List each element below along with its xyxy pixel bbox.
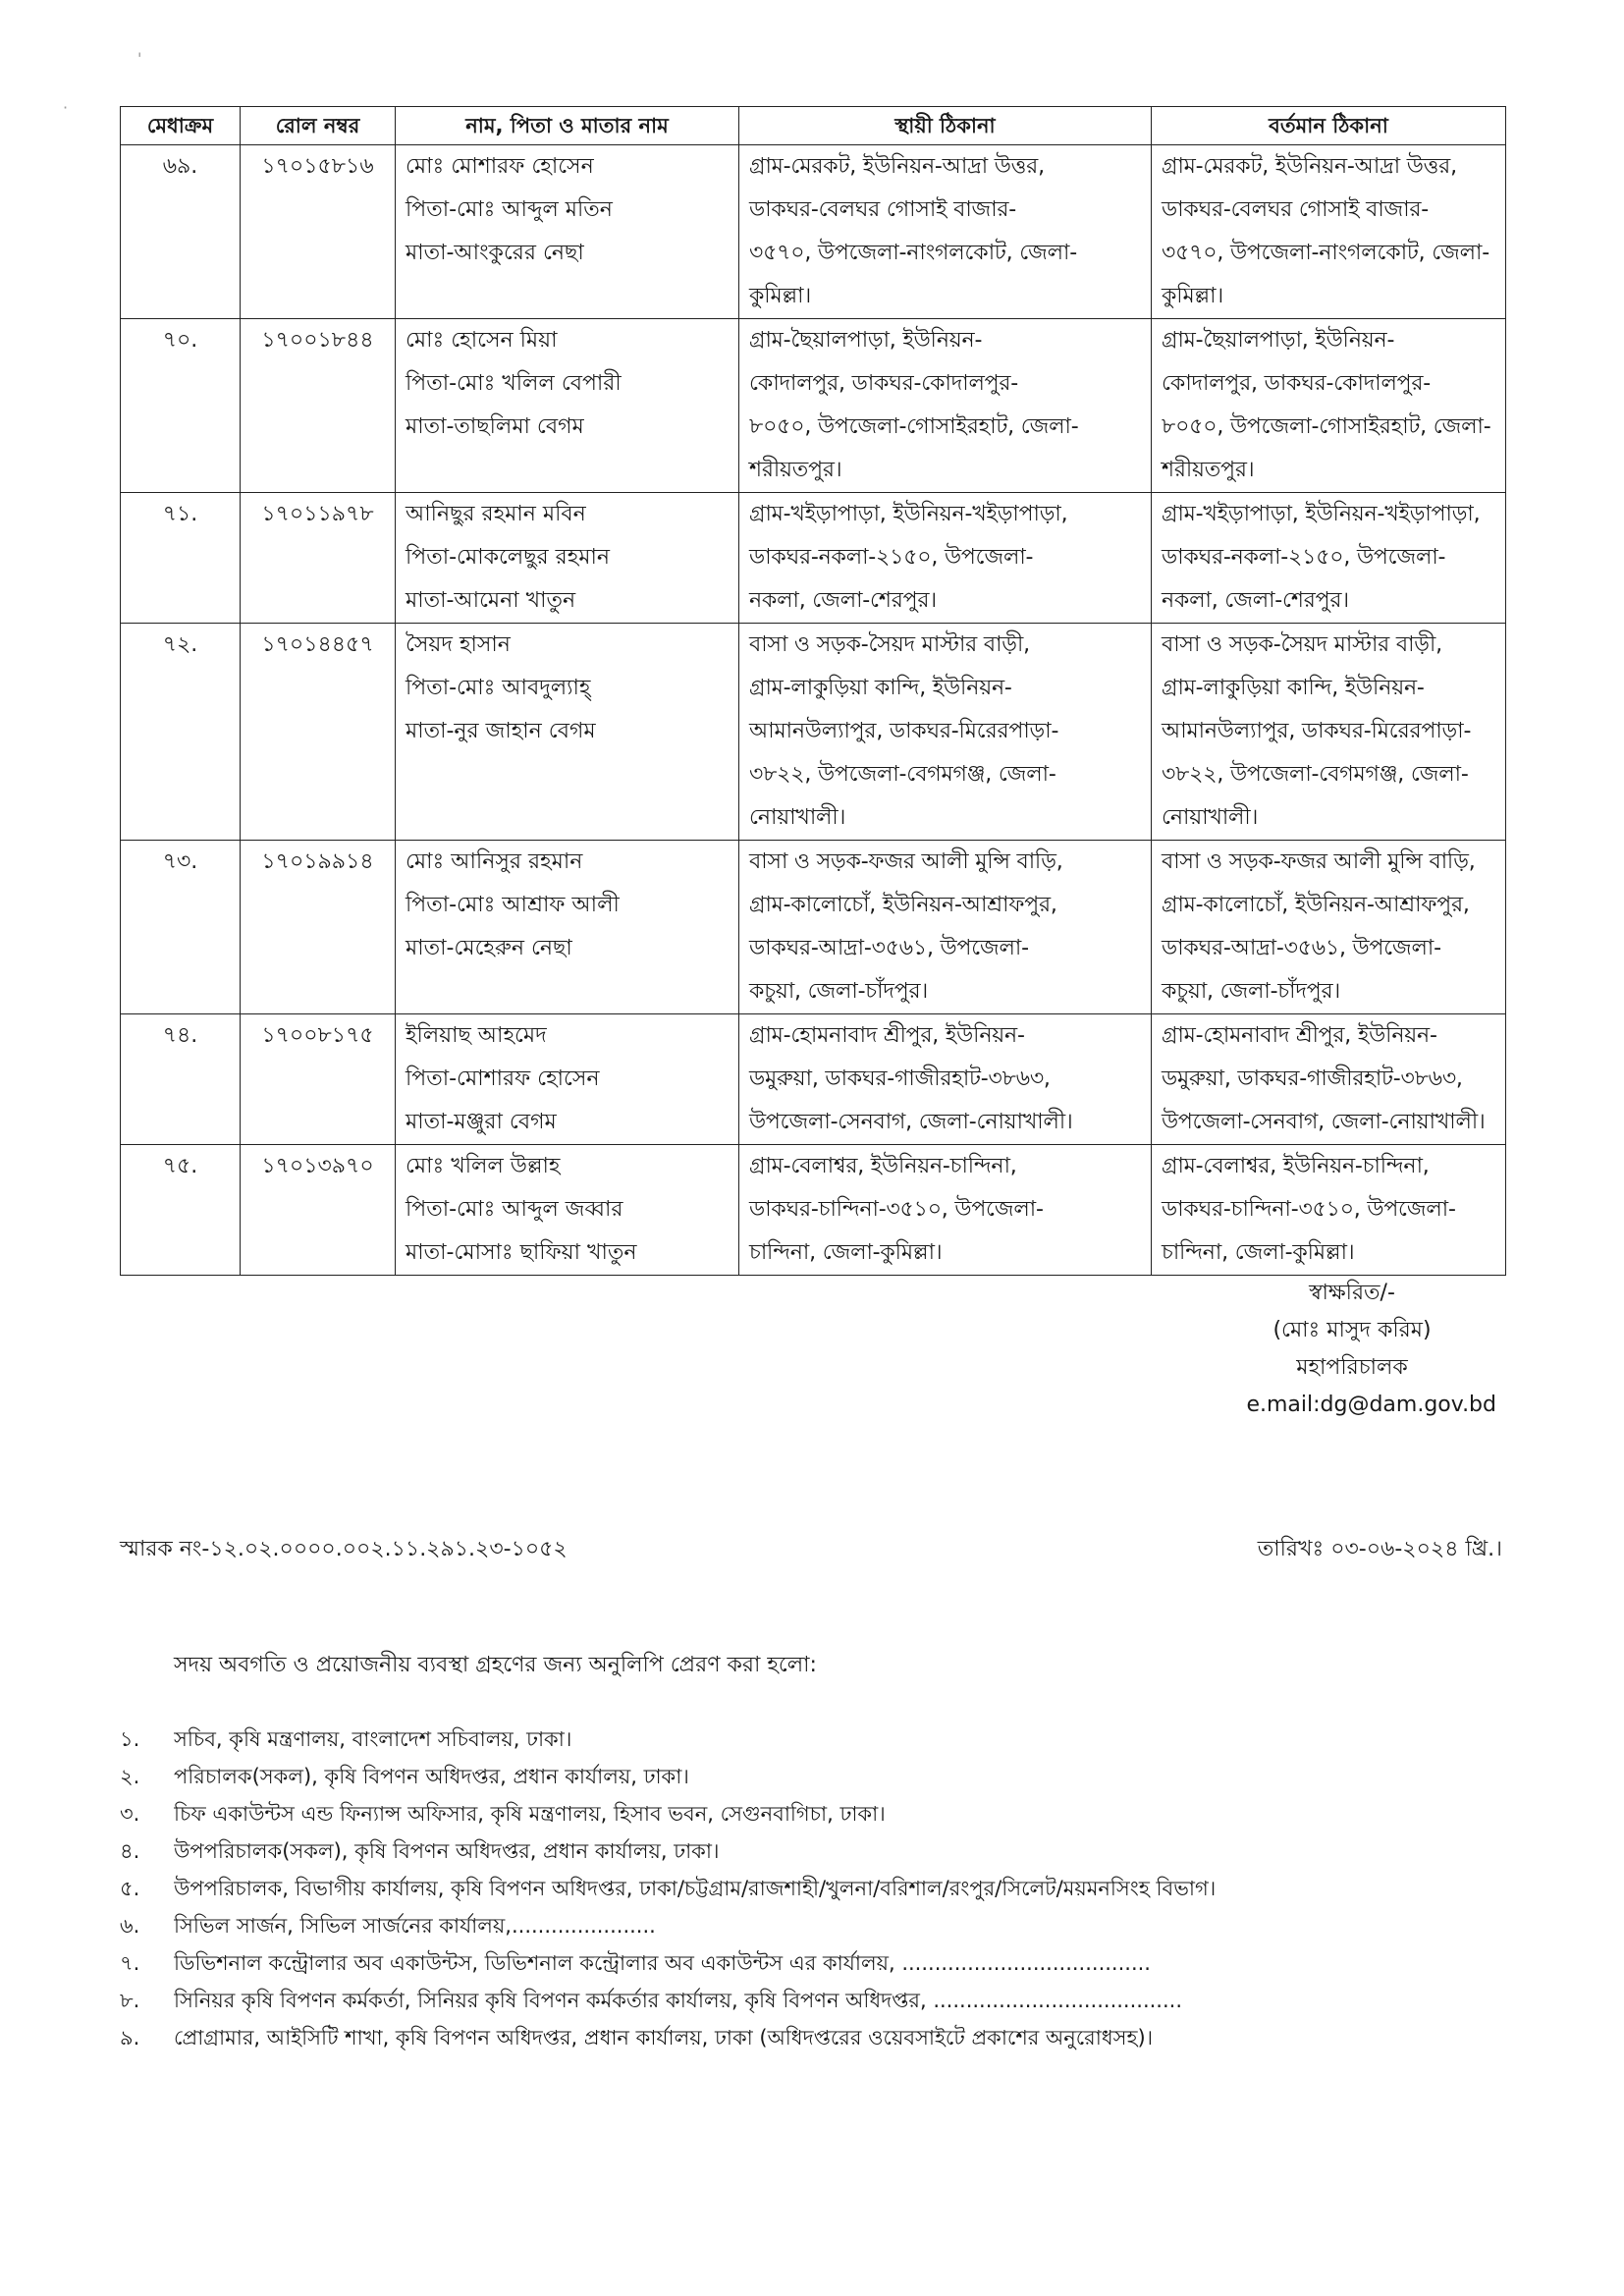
address-line: ৩৫৭০, উপজেলা-নাংগলকোট, জেলা- bbox=[749, 241, 1077, 265]
distribution-intro: সদয় অবগতি ও প্রয়োজনীয় ব্যবস্থা গ্রহণের জন্য অনুলিপি প্রেরণ করা হলো: bbox=[174, 1653, 817, 1677]
name-line: পিতা-মোকলেছুর রহমান bbox=[406, 545, 611, 570]
address-line: গ্রাম-কালোচোঁ, ইউনিয়ন-আশ্রাফপুর, bbox=[749, 893, 1057, 917]
merit-cell bbox=[121, 1145, 241, 1276]
address-line: ডমুরুয়া, ডাকঘর-গাজীরহাট-৩৮৬৩, bbox=[749, 1066, 1051, 1091]
name-cell bbox=[396, 319, 739, 493]
name-line: পিতা-মোঃ আশ্রাফ আলী bbox=[406, 893, 620, 917]
list-item bbox=[120, 1832, 1514, 1870]
list-item-number: ৩. bbox=[120, 1802, 140, 1826]
list-item-text: প্রোগ্রামার, আইসিটি শাখা, কৃষি বিপণন অধিদপ্তর, প্রধান কার্যালয়, ঢাকা (অধিদপ্তরের ওয়েবসাইটে প্রকাশের অনুরোধসহ)। bbox=[174, 2026, 1154, 2050]
address-line: কোদালপুর, ডাকঘর-কোদালপুর- bbox=[749, 371, 1019, 396]
address-line: গ্রাম-খইড়াপাড়া, ইউনিয়ন-খইড়াপাড়া, bbox=[749, 502, 1068, 526]
address-line: ডাকঘর-আদ্রা-৩৫৬১, উপজেলা- bbox=[749, 936, 1029, 960]
roll-cell bbox=[241, 624, 396, 841]
address-line: ডাকঘর-বেলঘর গোসাই বাজার- bbox=[749, 197, 1017, 222]
list-item-number: ৪. bbox=[120, 1839, 140, 1863]
table-body bbox=[121, 145, 1506, 1276]
list-item bbox=[120, 1795, 1514, 1832]
list-item-text: চিফ একাউন্টস এন্ড ফিন্যান্স অফিসার, কৃষি মন্ত্রণালয়, হিসাব ভবন, সেগুনবাগিচা, ঢাকা। bbox=[174, 1802, 886, 1826]
address-line: গ্রাম-হোমনাবাদ শ্রীপুর, ইউনিয়ন- bbox=[749, 1023, 1025, 1048]
table-row bbox=[121, 319, 1506, 493]
name-line: পিতা-মোঃ আব্দুল জব্বার bbox=[406, 1197, 623, 1222]
header-roll: রোল নম্বর bbox=[241, 107, 396, 145]
permanent-address-cell bbox=[739, 1145, 1152, 1276]
merit-value: ৭১. bbox=[162, 502, 198, 526]
address-line: গ্রাম-খইড়াপাড়া, ইউনিয়ন-খইড়াপাড়া, bbox=[1162, 502, 1481, 526]
address-line: ৮০৫০, উপজেলা-গোসাইরহাট, জেলা- bbox=[749, 414, 1079, 439]
roll-cell bbox=[241, 493, 396, 624]
address-line: বাসা ও সড়ক-সৈয়দ মাস্টার বাড়ী, bbox=[749, 632, 1030, 657]
permanent-address-cell bbox=[739, 493, 1152, 624]
name-line: ইলিয়াছ আহমেদ bbox=[406, 1023, 547, 1048]
address-line: বাসা ও সড়ক-ফজর আলী মুন্সি বাড়ি, bbox=[749, 849, 1063, 874]
address-line: বাসা ও সড়ক-সৈয়দ মাস্টার বাড়ী, bbox=[1162, 632, 1442, 657]
present-address-cell bbox=[1152, 1014, 1506, 1145]
name-line: মোঃ খলিল উল্লাহ bbox=[406, 1154, 561, 1178]
name-cell bbox=[396, 145, 739, 319]
list-item-number: ৯. bbox=[120, 2026, 140, 2050]
roll-cell bbox=[241, 1145, 396, 1276]
address-line: ডমুরুয়া, ডাকঘর-গাজীরহাট-৩৮৬৩, bbox=[1162, 1066, 1463, 1091]
name-cell bbox=[396, 493, 739, 624]
name-line: পিতা-মোঃ আবদুল্যাহ্ bbox=[406, 676, 591, 700]
roll-cell bbox=[241, 319, 396, 493]
address-line: ডাকঘর-চান্দিনা-৩৫১০, উপজেলা- bbox=[749, 1197, 1044, 1222]
name-cell bbox=[396, 841, 739, 1014]
address-line: গ্রাম-ছৈয়ালপাড়া, ইউনিয়ন- bbox=[1162, 328, 1395, 353]
list-item-text: উপপরিচালক, বিভাগীয় কার্যালয়, কৃষি বিপণন অধিদপ্তর, ঢাকা/চট্টগ্রাম/রাজশাহী/খুলনা/বরিশাল/রংপুর/সিলেট/ময়মনসিংহ বিভাগ। bbox=[174, 1877, 1217, 1900]
name-line: মোঃ হোসেন মিয়া bbox=[406, 328, 558, 353]
address-line: গ্রাম-হোমনাবাদ শ্রীপুর, ইউনিয়ন- bbox=[1162, 1023, 1437, 1048]
list-item-number: ৭. bbox=[120, 1951, 140, 1975]
roll-value: ১৭০১৪৪৫৭ bbox=[261, 632, 374, 657]
address-line: গ্রাম-কালোচোঁ, ইউনিয়ন-আশ্রাফপুর, bbox=[1162, 893, 1470, 917]
merit-value: ৭০. bbox=[162, 328, 198, 353]
address-line: চান্দিনা, জেলা-কুমিল্লা। bbox=[1162, 1240, 1355, 1265]
merit-cell bbox=[121, 319, 241, 493]
table-row bbox=[121, 1145, 1506, 1276]
name-line: মাতা-মোসাঃ ছাফিয়া খাতুন bbox=[406, 1240, 637, 1265]
list-item-text: ডিভিশনাল কন্ট্রোলার অব একাউন্টস, ডিভিশনাল কন্ট্রোলার অব একাউন্টস এর কার্যালয়, ...................................... bbox=[174, 1951, 1151, 1975]
table-row bbox=[121, 624, 1506, 841]
address-line: গ্রাম-মেরকট, ইউনিয়ন-আদ্রা উত্তর, bbox=[1162, 154, 1457, 179]
permanent-address-cell bbox=[739, 145, 1152, 319]
address-line: নকলা, জেলা-শেরপুর। bbox=[749, 588, 937, 613]
address-line: গ্রাম-বেলাশ্বর, ইউনিয়ন-চান্দিনা, bbox=[749, 1154, 1017, 1178]
merit-cell bbox=[121, 1014, 241, 1145]
list-item-number: ৮. bbox=[120, 1989, 140, 2012]
distribution-list bbox=[120, 1721, 1514, 2056]
name-line: মাতা-আমেনা খাতুন bbox=[406, 588, 576, 613]
address-line: ডাকঘর-বেলঘর গোসাই বাজার- bbox=[1162, 197, 1430, 222]
present-address-cell bbox=[1152, 1145, 1506, 1276]
present-address-cell bbox=[1152, 493, 1506, 624]
scan-speck: ' bbox=[137, 49, 142, 68]
roll-value: ১৭০১৫৮১৬ bbox=[261, 154, 374, 179]
present-address-cell bbox=[1152, 841, 1506, 1014]
list-item bbox=[120, 1721, 1514, 1758]
name-line: পিতা-মোশারফ হোসেন bbox=[406, 1066, 600, 1091]
merit-value: ৭২. bbox=[162, 632, 198, 657]
signatory-email: e.mail:dg@dam.gov.bd bbox=[1246, 1393, 1496, 1417]
merit-cell bbox=[121, 841, 241, 1014]
name-line: সৈয়দ হাসান bbox=[406, 632, 511, 657]
address-line: ডাকঘর-আদ্রা-৩৫৬১, উপজেলা- bbox=[1162, 936, 1441, 960]
address-line: ৩৮২২, উপজেলা-বেগমগঞ্জ, জেলা- bbox=[1162, 762, 1469, 787]
memo-date: তারিখঃ ০৩-০৬-২০২৪ খ্রি.। bbox=[1257, 1537, 1502, 1561]
list-item bbox=[120, 2019, 1514, 2056]
signatory-name: (মোঃ মাসুদ করিম) bbox=[1272, 1318, 1432, 1342]
roll-value: ১৭০১৯৯১৪ bbox=[261, 849, 374, 874]
present-address-cell bbox=[1152, 624, 1506, 841]
name-line: পিতা-মোঃ খলিল বেপারী bbox=[406, 371, 622, 396]
table-row bbox=[121, 493, 1506, 624]
list-item bbox=[120, 1944, 1514, 1982]
address-line: ৩৮২২, উপজেলা-বেগমগঞ্জ, জেলা- bbox=[749, 762, 1056, 787]
address-line: শরীয়তপুর। bbox=[749, 458, 842, 482]
roll-cell bbox=[241, 1014, 396, 1145]
merit-cell bbox=[121, 624, 241, 841]
header-permanent-address: স্থায়ী ঠিকানা bbox=[739, 107, 1152, 145]
address-line: গ্রাম-লাকুড়িয়া কান্দি, ইউনিয়ন- bbox=[749, 676, 1012, 700]
header-merit: মেধাক্রম bbox=[121, 107, 241, 145]
list-item bbox=[120, 1758, 1514, 1795]
address-line: ৩৫৭০, উপজেলা-নাংগলকোট, জেলা- bbox=[1162, 241, 1489, 265]
list-item-text: সিনিয়র কৃষি বিপণন কর্মকর্তা, সিনিয়র কৃষি বিপণন কর্মকর্তার কার্যালয়, কৃষি বিপণন অধিদপ্তর, ...................................... bbox=[174, 1989, 1182, 2012]
header-present-address: বর্তমান ঠিকানা bbox=[1152, 107, 1506, 145]
permanent-address-cell bbox=[739, 1014, 1152, 1145]
table-row bbox=[121, 145, 1506, 319]
address-line: শরীয়তপুর। bbox=[1162, 458, 1255, 482]
list-item-text: পরিচালক(সকল), কৃষি বিপণন অধিদপ্তর, প্রধান কার্যালয়, ঢাকা। bbox=[174, 1765, 689, 1788]
merit-value: ৬৯. bbox=[162, 154, 198, 179]
roll-cell bbox=[241, 145, 396, 319]
list-item-number: ৫. bbox=[120, 1877, 140, 1900]
merit-value: ৭৪. bbox=[162, 1023, 198, 1048]
present-address-cell bbox=[1152, 145, 1506, 319]
list-item-number: ১. bbox=[120, 1727, 140, 1751]
header-name: নাম, পিতা ও মাতার নাম bbox=[396, 107, 739, 145]
roll-value: ১৭০০৮১৭৫ bbox=[261, 1023, 374, 1048]
name-line: মাতা-নুর জাহান বেগম bbox=[406, 719, 596, 743]
address-line: ডাকঘর-চান্দিনা-৩৫১০, উপজেলা- bbox=[1162, 1197, 1456, 1222]
address-line: ডাকঘর-নকলা-২১৫০, উপজেলা- bbox=[749, 545, 1034, 570]
address-line: উপজেলা-সেনবাগ, জেলা-নোয়াখালী। bbox=[749, 1110, 1073, 1134]
merit-value: ৭৫. bbox=[162, 1154, 198, 1178]
address-line: নকলা, জেলা-শেরপুর। bbox=[1162, 588, 1349, 613]
present-address-cell bbox=[1152, 319, 1506, 493]
address-line: ৮০৫০, উপজেলা-গোসাইরহাট, জেলা- bbox=[1162, 414, 1491, 439]
address-line: কচুয়া, জেলা-চাঁদপুর। bbox=[1162, 979, 1341, 1004]
address-line: গ্রাম-লাকুড়িয়া কান্দি, ইউনিয়ন- bbox=[1162, 676, 1425, 700]
address-line: বাসা ও সড়ক-ফজর আলী মুন্সি বাড়ি, bbox=[1162, 849, 1476, 874]
name-line: পিতা-মোঃ আব্দুল মতিন bbox=[406, 197, 613, 222]
address-line: উপজেলা-সেনবাগ, জেলা-নোয়াখালী। bbox=[1162, 1110, 1486, 1134]
table-row bbox=[121, 841, 1506, 1014]
name-line: মাতা-মেহেরুন নেছা bbox=[406, 936, 572, 960]
address-line: চান্দিনা, জেলা-কুমিল্লা। bbox=[749, 1240, 943, 1265]
address-line: নোয়াখালী। bbox=[749, 805, 846, 830]
name-cell bbox=[396, 1145, 739, 1276]
list-item-number: ২. bbox=[120, 1765, 140, 1788]
permanent-address-cell bbox=[739, 319, 1152, 493]
name-line: আনিছুর রহমান মবিন bbox=[406, 502, 586, 526]
address-line: আমানউল্যাপুর, ডাকঘর-মিরেরপাড়া- bbox=[1162, 719, 1472, 743]
name-line: মাতা-তাছলিমা বেগম bbox=[406, 414, 584, 439]
scan-speck: · bbox=[63, 98, 69, 117]
name-line: মোঃ আনিসুর রহমান bbox=[406, 849, 583, 874]
name-cell bbox=[396, 1014, 739, 1145]
list-item bbox=[120, 1870, 1514, 1907]
permanent-address-cell bbox=[739, 841, 1152, 1014]
merit-cell bbox=[121, 493, 241, 624]
address-line: আমানউল্যাপুর, ডাকঘর-মিরেরপাড়া- bbox=[749, 719, 1059, 743]
roll-cell bbox=[241, 841, 396, 1014]
name-line: মাতা-আংকুরের নেছা bbox=[406, 241, 584, 265]
address-line: কুমিল্লা। bbox=[1162, 284, 1223, 308]
address-line: ডাকঘর-নকলা-২১৫০, উপজেলা- bbox=[1162, 545, 1446, 570]
list-item-text: সিভিল সার্জন, সিভিল সার্জনের কার্যালয়,...................... bbox=[174, 1914, 656, 1938]
merit-value: ৭৩. bbox=[162, 849, 198, 874]
address-line: কোদালপুর, ডাকঘর-কোদালপুর- bbox=[1162, 371, 1432, 396]
name-cell bbox=[396, 624, 739, 841]
address-line: নোয়াখালী। bbox=[1162, 805, 1259, 830]
signatory-designation: মহাপরিচালক bbox=[1296, 1355, 1408, 1380]
address-line: গ্রাম-বেলাশ্বর, ইউনিয়ন-চান্দিনা, bbox=[1162, 1154, 1430, 1178]
table-header-row bbox=[121, 107, 1506, 145]
memo-number: স্মারক নং-১২.০২.০০০০.০০২.১১.২৯১.২৩-১০৫২ bbox=[120, 1537, 568, 1561]
address-line: কচুয়া, জেলা-চাঁদপুর। bbox=[749, 979, 929, 1004]
list-item-text: সচিব, কৃষি মন্ত্রণালয়, বাংলাদেশ সচিবালয়, ঢাকা। bbox=[174, 1727, 572, 1751]
name-line: মোঃ মোশারফ হোসেন bbox=[406, 154, 594, 179]
list-item bbox=[120, 1907, 1514, 1944]
merit-list-table bbox=[120, 106, 1506, 1276]
signature-block bbox=[1190, 1275, 1514, 1424]
roll-value: ১৭০১১৯৭৮ bbox=[261, 502, 374, 526]
merit-cell bbox=[121, 145, 241, 319]
address-line: গ্রাম-ছৈয়ালপাড়া, ইউনিয়ন- bbox=[749, 328, 983, 353]
address-line: গ্রাম-মেরকট, ইউনিয়ন-আদ্রা উত্তর, bbox=[749, 154, 1045, 179]
permanent-address-cell bbox=[739, 624, 1152, 841]
signed-mark: স্বাক্ষরিত/- bbox=[1309, 1281, 1395, 1305]
address-line: কুমিল্লা। bbox=[749, 284, 811, 308]
list-item bbox=[120, 1982, 1514, 2019]
roll-value: ১৭০১৩৯৭০ bbox=[261, 1154, 374, 1178]
roll-value: ১৭০০১৮৪৪ bbox=[261, 328, 374, 353]
list-item-number: ৬. bbox=[120, 1914, 140, 1938]
list-item-text: উপপরিচালক(সকল), কৃষি বিপণন অধিদপ্তর, প্রধান কার্যালয়, ঢাকা। bbox=[174, 1839, 720, 1863]
name-line: মাতা-মঞ্জুরা বেগম bbox=[406, 1110, 557, 1134]
table-row bbox=[121, 1014, 1506, 1145]
